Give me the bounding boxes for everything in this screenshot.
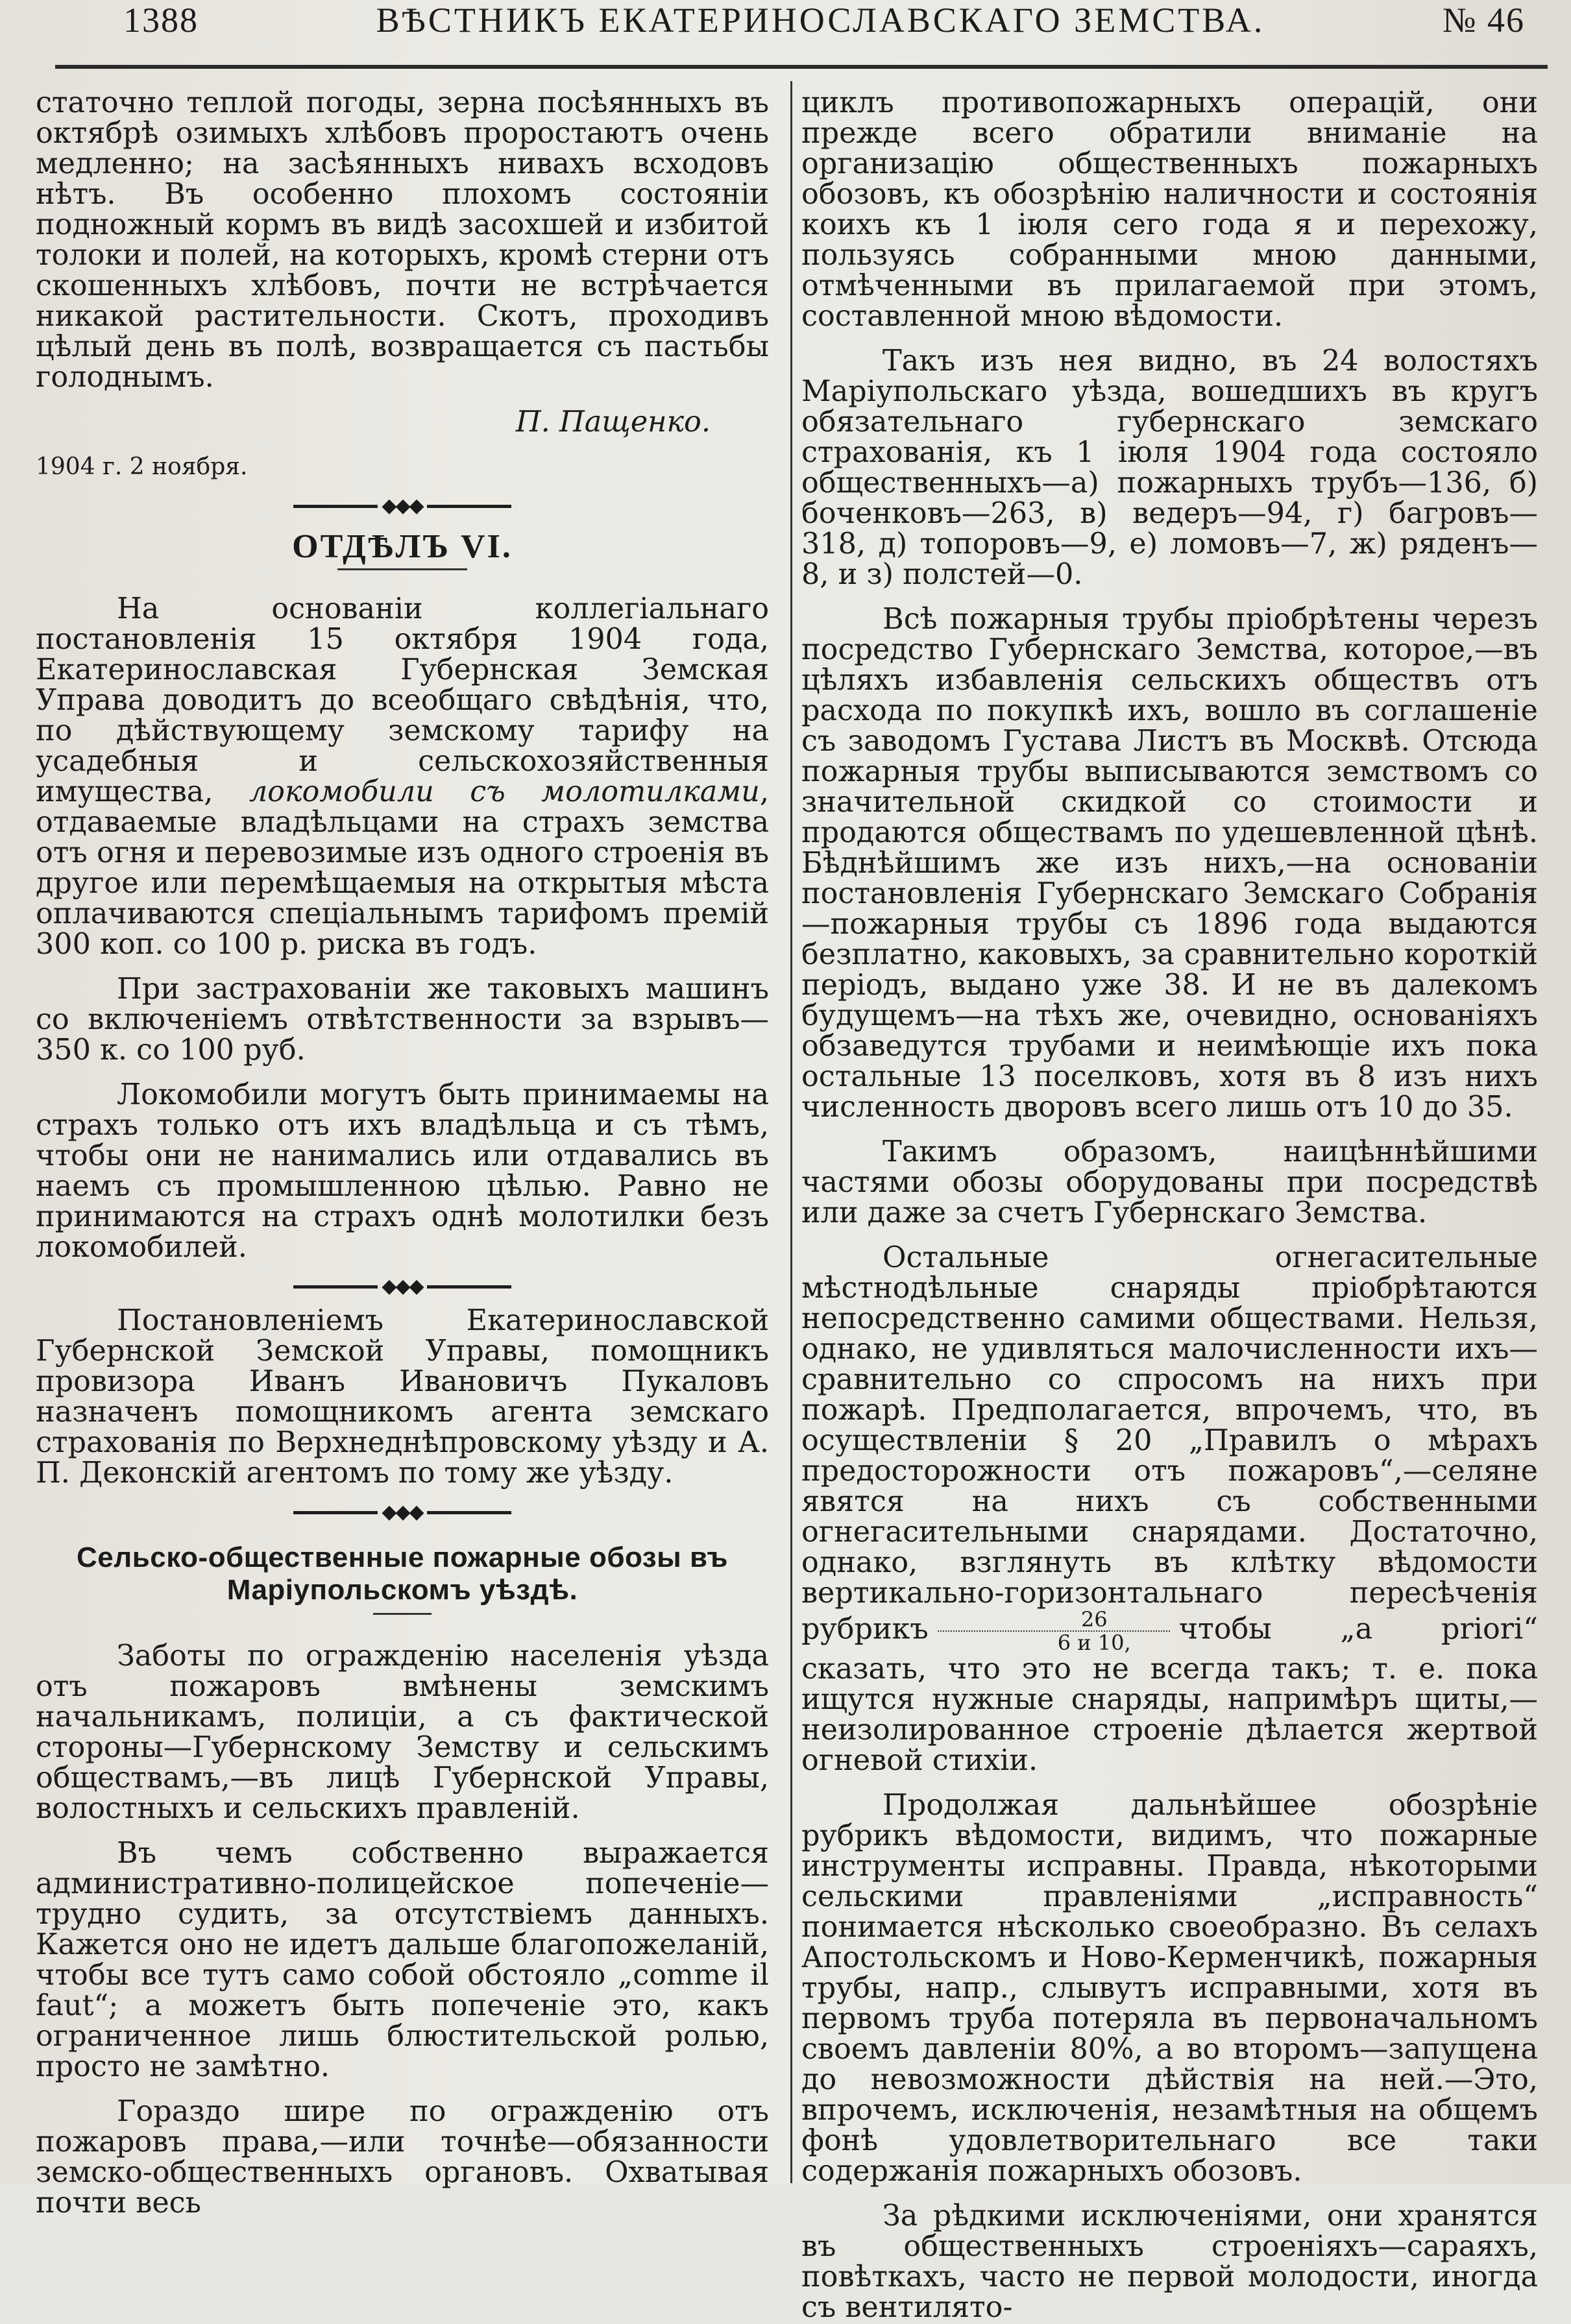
- paragraph: Заботы по огражденію населенія уѣзда отъ пожаровъ вмѣнены земскимъ начальникамъ, полиціи, а съ фактической стороны—Губернскому Земству и сельскимъ обществамъ,—въ лицѣ Губернской Управы, волостныхъ и сельскихъ правленій.: [36, 1640, 769, 1825]
- page-number: 1388: [123, 1, 199, 40]
- fraction-denominator: 6 и 10,: [938, 1630, 1170, 1654]
- page-header: [123, 0, 1525, 58]
- author-signature: П. Пащенко.: [515, 405, 711, 439]
- paragraph: Постановленіемъ Екатеринославской Губернской Земской Управы, помощникъ провизора Иванъ Ивановичъ Пукаловъ назначенъ помощникомъ агента земскаго страхованія по Верхнеднѣпровскому уѣзду и А. П. Деконскій агентомъ по тому же уѣзду.: [36, 1304, 769, 1490]
- paragraph: Продолжая дальнѣйшее обозрѣніе рубрикъ вѣдомости, видимъ, что пожарные инструменты исправны. Правда, нѣкоторыми сельскими правленіями „исправность“ понимается нѣсколько своеобразно. Въ селахъ Апостольскомъ и Ново-Керменчикѣ, пожарныя трубы, напр., слывутъ исправными, хотя въ первомъ труба потеряла въ первоначальномъ своемъ давленіи 80%, а во второмъ—запущена до невозможности дѣйствія на ней.—Это, впрочемъ, исключенія, незамѣтныя на общемъ фонѣ удовлетворительнаго все таки содержанія пожарныхъ обозовъ.: [801, 1789, 1538, 2188]
- text-run: чтобы „a priori“ сказать, что это не всегда такъ; т. е. пока ищутся нужные снаряды, напримѣръ щиты,—неизолированное строеніе дѣлается жертвой огневой стихіи.: [801, 1612, 1538, 1777]
- paragraph: Такимъ образомъ, наицѣннѣйшими частями обозы оборудованы при посредствѣ или даже за счетъ Губернскаго Земства.: [801, 1135, 1538, 1229]
- emphasis-text: локомобили съ молотилками: [249, 775, 760, 808]
- ornament-bar: [427, 505, 511, 508]
- header-rule: [55, 65, 1548, 69]
- ornament-divider: [36, 1503, 769, 1522]
- headline-rule: [373, 1613, 432, 1615]
- right-column: [801, 88, 1538, 2323]
- journal-title: ВѢСТНИКЪ ЕКАТЕРИНОСЛАВСКАГО ЗЕМСТВА.: [376, 1, 1265, 40]
- paragraph: [36, 594, 769, 960]
- ornament-icon: ◆◆◆: [382, 1501, 423, 1523]
- fraction-numerator: 26: [1080, 1607, 1108, 1632]
- column-divider: [790, 81, 792, 2183]
- ornament-bar: [427, 1511, 511, 1514]
- ornament-bar: [427, 1285, 511, 1289]
- ornament-bar: [293, 1511, 378, 1514]
- article-headline: Сельско-общественные пожарные обозы въ Маріупольскомъ уѣздѣ.: [77, 1542, 728, 1606]
- section-title: ОТДѢЛЪ VI.: [292, 528, 513, 565]
- ornament-icon: ◆◆◆: [382, 1275, 423, 1298]
- section-rule: [337, 568, 467, 570]
- paragraph: Всѣ пожарныя трубы пріобрѣтены черезъ посредство Губернскаго Земства, которое,—въ цѣляхъ избавленія сельскихъ обществъ отъ расхода по покупкѣ ихъ, вошло въ соглашеніе съ заводомъ Густава Листъ въ Москвѣ. Отсюда пожарныя трубы выписываются земствомъ со значительной скидкой со стоимости и продаются обществамъ по удешевленной цѣнѣ. Бѣднѣйшимъ же изъ нихъ,—на основаніи постановленія Губернскаго Земскаго Собранія—пожарныя трубы съ 1896 года выдаются безплатно, каковыхъ, за сравнительно короткій періодъ, выдано уже 38. И не въ далекомъ будущемъ—на тѣхъ же, очевидно, основаніяхъ обзаведутся трубами и неимѣющіе ихъ пока остальные 13 поселковъ, хотя въ 8 изъ нихъ численность дворовъ всего лишь отъ 10 до 35.: [801, 603, 1538, 1124]
- dateline: 1904 г. 2 ноября.: [36, 454, 248, 480]
- ornament-divider: [36, 1277, 769, 1296]
- ornament-icon: ◆◆◆: [382, 494, 423, 517]
- paragraph: Гораздо шире по огражденію отъ пожаровъ права,—или точнѣе—обязанности земско-общественныхъ органовъ. Охватывая почти весь: [36, 2095, 769, 2220]
- text-run: Остальные огнегасительные мѣстнодѣльные снаряды пріобрѣтаются непосредственно самими обществами. Нельзя, однако, не удивляться малочисленности ихъ—сравнительно со спросомъ на нихъ при пожарѣ. Предполагается, впрочемъ, что, въ осуществленіи § 20 „Правилъ о мѣрахъ предосторожности отъ пожаровъ“,—селяне явятся на нихъ съ собственными огнегасительными снарядами. Достаточно, однако, взглянуть въ клѣтку вѣдомости вертикально-горизонтальнаго пересѣченія рубрикъ: [801, 1241, 1538, 1646]
- paragraph: При застрахованіи же таковыхъ машинъ со включеніемъ отвѣтственности за взрывъ—350 к. со 100 руб.: [36, 973, 769, 1067]
- paragraph: За рѣдкими исключеніями, они хранятся въ общественныхъ строеніяхъ—сараяхъ, повѣткахъ, часто не первой молодости, иногда съ вентилято-: [801, 2199, 1538, 2324]
- ornament-bar: [293, 1285, 378, 1289]
- text-run: , отдаваемые владѣльцами на страхъ земства отъ огня и перевозимые изъ одного строенія въ другое или перемѣщаемыя на открытыя мѣста оплачиваются спеціальнымъ тарифомъ премій 300 коп. со 100 р. риска въ годъ.: [36, 775, 769, 961]
- left-column: [36, 88, 769, 2218]
- paragraph: статочно теплой погоды, зерна посѣянныхъ въ октябрѣ озимыхъ хлѣбовъ проростаютъ очень медленно; на засѣянныхъ нивахъ всходовъ нѣтъ. Въ особенно плохомъ состояніи подножный кормъ въ видѣ засохшей и избитой толоки и полей, на которыхъ, кромѣ стерни отъ скошенныхъ хлѣбовъ, почти не встрѣчается никакой растительности. Скотъ, проходивъ цѣлый день въ полѣ, возвращается съ пастьбы голоднымъ.: [36, 86, 769, 394]
- text-run: На основаніи коллегіальнаго постановленія 15 октября 1904 года, Екатеринославская Губернская Земская Управа доводитъ до всеобщаго свѣдѣнія, что, по дѣйствующему земскому тарифу на усадебныя и сельскохозяйственныя имущества,: [36, 592, 769, 808]
- paragraph: Въ чемъ собственно выражается административно-полицейское попеченіе—трудно судить, за отсутствіемъ данныхъ. Кажется оно не идетъ дальше благопожеланій, чтобы все тутъ само собой обстояло „comme il faut“; а можетъ быть попеченіе это, какъ ограниченное лишь блюстительской ролью, просто не замѣтно.: [36, 1837, 769, 2083]
- issue-number: № 46: [1442, 1, 1525, 40]
- ornament-bar: [293, 505, 378, 508]
- fraction: [938, 1608, 1170, 1654]
- paragraph: Такъ изъ нея видно, въ 24 волостяхъ Маріупольскаго уѣзда, вошедшихъ въ кругъ обязательнаго губернскаго земскаго страхованія, къ 1 іюля 1904 года состояло общественныхъ—а) пожарныхъ трубъ—136, б) боченковъ—263, в) ведеръ—94, г) багровъ—318, д) топоровъ—9, е) ломовъ—7, ж) ряденъ—8, и з) полстей—0.: [801, 345, 1538, 591]
- paragraph: [801, 1242, 1538, 1776]
- paragraph: циклъ противопожарныхъ операцій, они прежде всего обратили вниманіе на организацію общественныхъ пожарныхъ обозовъ, къ обозрѣнію наличности и состоянія коихъ къ 1 іюля сего года я и перехожу, пользуясь собранными мною данными, отмѣченными въ прилагаемой при этомъ, составленной мною вѣдомости.: [801, 86, 1538, 333]
- paragraph: Локомобили могутъ быть принимаемы на страхъ только отъ ихъ владѣльца и съ тѣмъ, чтобы они не нанимались или отдавались въ наемъ съ промышленною цѣлью. Равно не принимаются на страхъ однѣ молотилки безъ локомобилей.: [36, 1078, 769, 1264]
- ornament-divider: [36, 496, 769, 516]
